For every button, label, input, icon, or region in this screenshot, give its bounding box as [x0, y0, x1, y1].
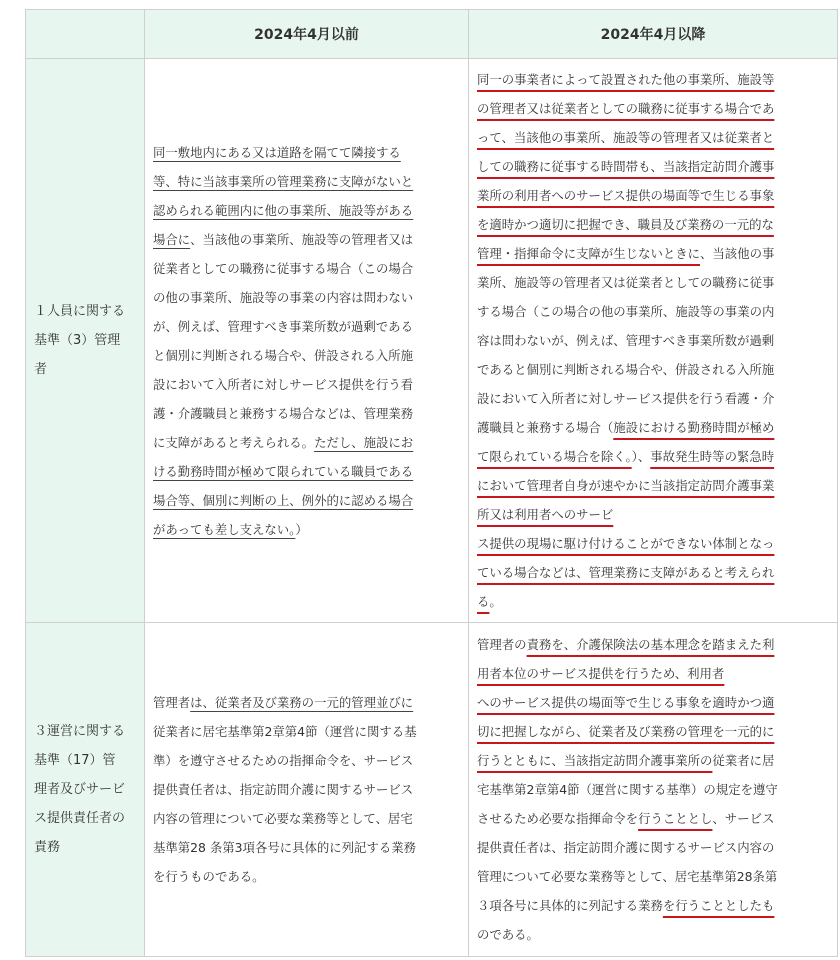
changed-text-segment: 行うこととし: [638, 811, 713, 826]
text-line: [153, 746, 460, 775]
text-segment: 管理について必要な業務等として、居宅基準第28条第: [477, 869, 778, 884]
text-line: [477, 152, 829, 181]
text-segment: 従業者に居宅基準第2章第4節（運営に関する基: [153, 724, 417, 739]
changed-text-segment: 切に把握しながら、従業者及び業務の管理を一元的に: [477, 724, 775, 739]
before-cell: [145, 623, 469, 957]
underlined-text-segment: 認められる範囲内に他の事業所、施設等がある: [153, 202, 414, 218]
header-before: 2024年4月以前: [145, 10, 469, 59]
header-corner: [26, 10, 145, 59]
text-segment: 、サービス: [712, 811, 775, 826]
text-segment: ）、: [631, 449, 651, 464]
changed-text-segment: 責務を、介護保険法の基本理念を踏まえた利: [526, 637, 775, 652]
text-line: [477, 630, 829, 659]
changed-text-segment: 事故発生時等の緊急時: [650, 449, 775, 464]
changed-text-segment: 行うとともに、当該指定訪問介護事業所の: [477, 753, 713, 768]
text-line: [477, 268, 829, 297]
text-line: [477, 891, 829, 920]
after-text: [477, 630, 829, 949]
label-line: 理者及びサービ: [34, 782, 126, 797]
text-line: [153, 167, 460, 196]
text-segment: と個別に判断される場合や、併設される入所施: [153, 347, 413, 363]
text-line: [153, 225, 460, 254]
underlined-text-segment: 場合に: [153, 231, 191, 247]
before-text: [153, 138, 460, 544]
text-line: [153, 138, 460, 167]
text-line: [477, 442, 829, 471]
text-segment: 、当該他の事: [700, 246, 775, 261]
text-segment: 設において入所者に対しサービス提供を行う看: [153, 376, 414, 392]
header-row: [26, 10, 838, 59]
text-line: [477, 210, 829, 239]
text-line: [477, 413, 829, 442]
text-segment: のである。: [477, 927, 539, 942]
row-label: [26, 59, 145, 623]
text-segment: 提供責任者は、指定訪問介護に関するサービス内容の: [477, 840, 775, 855]
text-line: [477, 384, 829, 413]
changed-text-segment: しての職務に従事する時間帯も、当該指定訪問介護事: [477, 159, 775, 174]
text-segment: 管理者: [153, 695, 191, 710]
text-line: [477, 123, 829, 152]
text-line: [153, 486, 460, 515]
text-segment: 管理者の: [477, 637, 527, 652]
text-segment: を行うものである。: [153, 869, 265, 884]
changed-text-segment: の管理者又は従業者としての職務に従事する場合であ: [477, 101, 775, 116]
text-line: [477, 297, 829, 326]
label-line: 基準（17）管: [34, 753, 116, 768]
text-segment: が、例えば、管理すべき事業所数が過剰である: [153, 318, 413, 334]
changed-text-segment: 用者本位のサービス提供を行うため、利用者: [477, 666, 725, 681]
text-line: [477, 558, 829, 587]
text-line: [477, 65, 829, 94]
text-line: [153, 196, 460, 225]
text-segment: 準）を遵守させるための指揮命令を、サービス: [153, 753, 414, 768]
text-line: [153, 833, 460, 862]
text-segment: 業所、施設等の管理者又は従業者としての職務に従事: [477, 275, 775, 290]
text-segment: 基準第28 条第3項各号に具体的に列記する業務: [153, 840, 417, 855]
after-cell: [469, 59, 838, 623]
changed-text-segment: って、当該他の事業所、施設等の管理者又は従業者と: [477, 130, 775, 145]
before-text: [153, 688, 460, 891]
text-segment: ）: [295, 521, 308, 537]
text-line: [153, 341, 460, 370]
changed-text-segment: を適時かつ適切に把握でき、職員及び業務の一元的な: [477, 217, 774, 232]
text-line: [477, 833, 829, 862]
label-line: ス提供責任者の: [34, 811, 126, 826]
text-line: [153, 515, 460, 544]
text-line: [153, 717, 460, 746]
header-after: 2024年4月以降: [469, 10, 838, 59]
changed-text-segment: る: [477, 594, 490, 609]
row-label-lines: [34, 717, 136, 862]
after-text: [477, 65, 829, 616]
changed-text-segment: 所又は利用者へのサービ: [477, 507, 614, 522]
changed-text-segment: ている場合などは、管理業務に支障があると考えられ: [477, 565, 775, 580]
text-segment: 容は問わないが、例えば、管理すべき事業所数が過剰: [477, 333, 775, 348]
text-line: [153, 688, 460, 717]
text-segment: 従業者に居: [712, 753, 775, 768]
comparison-table: [25, 9, 838, 957]
text-line: [153, 312, 460, 341]
text-line: [153, 254, 460, 283]
text-segment: 護職員と兼務する場合（: [477, 420, 614, 435]
text-line: [477, 529, 829, 558]
text-line: [477, 500, 829, 529]
text-line: [153, 283, 460, 312]
text-line: [477, 804, 829, 833]
changed-text-segment: 管理・指揮命令に支障が生じないときに: [477, 246, 701, 261]
label-line: 者: [34, 362, 48, 377]
text-line: [477, 471, 829, 500]
label-line: 基準（3）管理: [34, 333, 121, 348]
text-line: [153, 804, 460, 833]
underlined-text-segment: 等、特に当該事業所の管理業務に支障がないと: [153, 173, 414, 189]
label-line: 責務: [34, 840, 61, 855]
text-segment: の他の事業所、施設等の事業の内容は問わない: [153, 289, 414, 305]
underlined-text-segment: 同一敷地内にある又は道路を隔てて隣接する: [153, 144, 401, 160]
text-line: [477, 862, 829, 891]
changed-text-segment: を行うこととしたも: [662, 898, 775, 913]
text-line: [153, 370, 460, 399]
text-segment: 宅基準第2章第4節（運営に関する基準）の規定を遵守: [477, 782, 778, 797]
text-line: [153, 775, 460, 804]
before-cell: [145, 59, 469, 623]
text-line: [153, 457, 460, 486]
table-row: [26, 623, 838, 957]
text-line: [477, 775, 829, 804]
text-line: [477, 746, 829, 775]
underlined-text-segment: は、従業者及び業務の一元的管理並びに: [190, 695, 414, 710]
text-segment: 設において入所者に対しサービス提供を行う看護・介: [477, 391, 775, 406]
text-line: [477, 181, 829, 210]
text-line: [477, 587, 829, 616]
text-segment: 、当該他の事業所、施設等の管理者又は: [190, 231, 414, 247]
row-label: [26, 623, 145, 957]
text-segment: に支障があると考えられる。: [153, 434, 315, 450]
text-line: [477, 717, 829, 746]
text-segment: 護・介護職員と兼務する場合などは、管理業務: [153, 405, 414, 421]
text-segment: 内容の管理について必要な業務等として、居宅: [153, 811, 413, 826]
text-line: [477, 659, 829, 688]
text-line: [477, 326, 829, 355]
comparison-table-wrapper: [25, 9, 838, 957]
text-line: [477, 920, 829, 949]
text-line: [153, 399, 460, 428]
label-line: １人員に関する: [34, 304, 126, 319]
after-cell: [469, 623, 838, 957]
text-line: [477, 239, 829, 268]
text-segment: させるため必要な指揮命令を: [477, 811, 639, 826]
text-segment: する場合（この場合の他の事業所、施設等の事業の内: [477, 304, 775, 319]
changed-text-segment: 同一の事業者によって設置された他の事業所、施設等: [477, 72, 775, 87]
text-line: [477, 355, 829, 384]
changed-text-segment: 施設における勤務時間が極め: [613, 420, 775, 435]
text-line: [153, 428, 460, 457]
underlined-text-segment: ける勤務時間が極めて限られている職員である: [153, 463, 414, 479]
underlined-text-segment: があっても差し支えない。: [153, 521, 296, 537]
underlined-text-segment: ただし、施設にお: [314, 434, 414, 450]
table-row: [26, 59, 838, 623]
underlined-text-segment: 場合等、個別に判断の上、例外的に認める場合: [153, 492, 414, 508]
text-segment: 提供責任者は、指定訪問介護に関するサービス: [153, 782, 414, 797]
label-line: ３運営に関する: [34, 724, 126, 739]
text-line: [477, 94, 829, 123]
changed-text-segment: へのサービス提供の場面等で生じる事象を適時かつ適: [477, 695, 775, 710]
changed-text-segment: て限られている場合を除く。: [477, 449, 632, 464]
changed-text-segment: ス提供の現場に駆け付けることができない体制となっ: [477, 536, 775, 551]
text-segment: 。: [489, 594, 502, 609]
changed-text-segment: において管理者自身が速やかに当該指定訪問介護事業: [477, 478, 775, 493]
row-label-lines: [34, 297, 136, 384]
text-line: [153, 862, 460, 891]
text-line: [477, 688, 829, 717]
text-segment: 従業者としての職務に従事する場合（この場合: [153, 260, 414, 276]
changed-text-segment: 業所の利用者へのサービス提供の場面等で生じる事象: [477, 188, 775, 203]
text-segment: ３項各号に具体的に列記する業務: [477, 898, 663, 913]
text-segment: であると個別に判断される場合や、併設される入所施: [477, 362, 775, 377]
